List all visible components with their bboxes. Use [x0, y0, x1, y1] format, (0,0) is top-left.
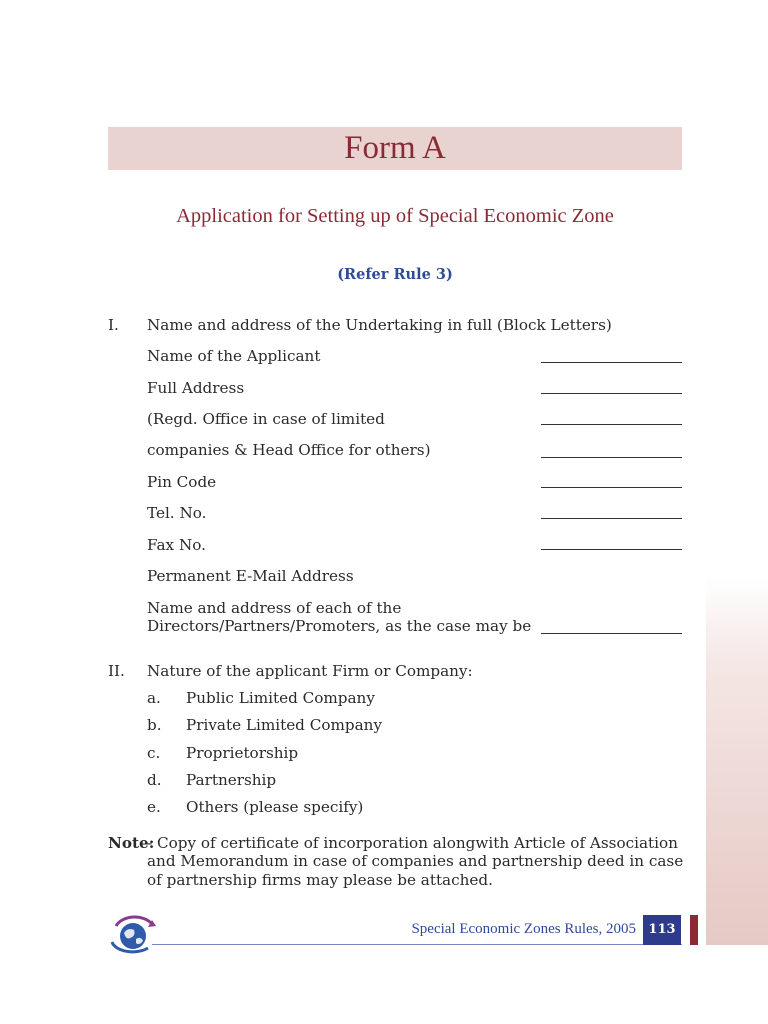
- footer-rule: [152, 944, 682, 945]
- title-band: [108, 127, 682, 170]
- fill-line-applicant-name: [541, 362, 682, 363]
- option-letter-b: b.: [147, 716, 162, 734]
- page-number: 113: [643, 915, 681, 945]
- field-label-directors-2: Directors/Partners/Promoters, as the case may be: [147, 617, 532, 635]
- section-2-heading: Nature of the applicant Firm or Company:: [147, 662, 473, 680]
- note-line-3: of partnership firms may please be attached.: [147, 871, 493, 889]
- option-letter-a: a.: [147, 689, 161, 707]
- option-others: Others (please specify): [186, 798, 364, 816]
- option-public-limited: Public Limited Company: [186, 689, 375, 707]
- field-label-full-address: Full Address: [147, 379, 245, 397]
- field-label-tel: Tel. No.: [147, 504, 207, 522]
- note-line-1: - Copy of certificate of incorporation alongwith Article of Association: [147, 834, 678, 852]
- field-label-email: Permanent E-Mail Address: [147, 567, 354, 585]
- option-letter-c: c.: [147, 744, 161, 762]
- footer-title: Special Economic Zones Rules, 2005: [411, 921, 636, 937]
- fill-line-directors: [541, 633, 682, 634]
- form-subtitle: Application for Setting up of Special Economic Zone: [176, 205, 614, 227]
- fill-line-tel: [541, 518, 682, 519]
- form-title: Form A: [344, 130, 446, 166]
- fill-line-pin-code: [541, 487, 682, 488]
- field-label-pin-code: Pin Code: [147, 473, 217, 491]
- section-1-number: I.: [108, 316, 119, 334]
- page-edge-marker: [690, 915, 698, 945]
- field-label-fax: Fax No.: [147, 536, 206, 554]
- option-letter-e: e.: [147, 798, 161, 816]
- option-letter-d: d.: [147, 771, 162, 789]
- side-decoration-band: [706, 575, 768, 945]
- option-private-limited: Private Limited Company: [186, 716, 383, 734]
- section-1-heading: Name and address of the Undertaking in full (Block Letters): [147, 316, 612, 334]
- field-label-regd-office: (Regd. Office in case of limited: [147, 410, 385, 428]
- option-partnership: Partnership: [186, 771, 277, 789]
- fill-line-head-office: [541, 457, 682, 458]
- fill-line-fax: [541, 549, 682, 550]
- fill-line-regd-office: [541, 424, 682, 425]
- option-proprietorship: Proprietorship: [186, 744, 299, 762]
- fill-line-full-address: [541, 393, 682, 394]
- field-label-applicant-name: Name of the Applicant: [147, 347, 321, 365]
- section-2-number: II.: [108, 662, 125, 680]
- refer-rule: (Refer Rule 3): [337, 266, 453, 283]
- globe-logo-icon: [108, 912, 158, 954]
- field-label-head-office: companies & Head Office for others): [147, 441, 431, 459]
- note-label: Note:: [108, 834, 155, 852]
- note-line-2: and Memorandum in case of companies and partnership deed in case: [147, 852, 684, 870]
- field-label-directors-1: Name and address of each of the: [147, 599, 402, 617]
